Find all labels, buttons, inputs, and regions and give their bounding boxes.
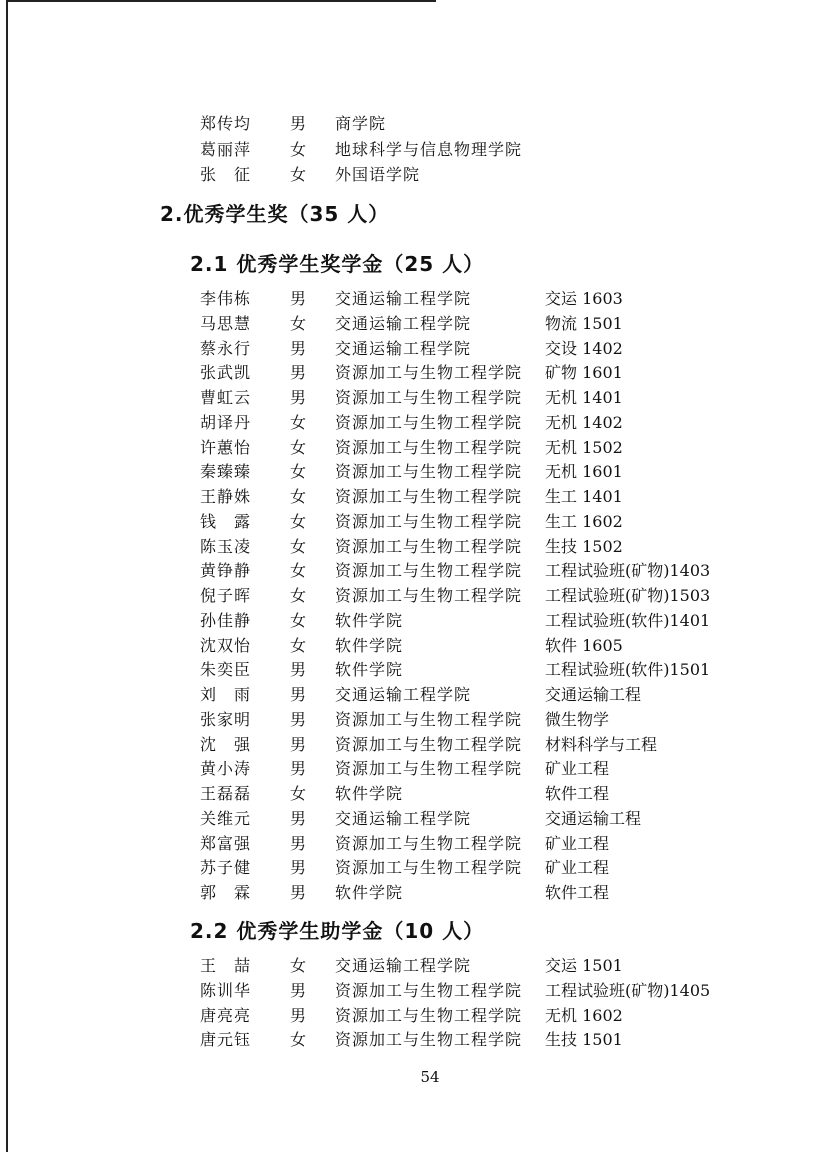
student-gender: 女: [290, 511, 307, 531]
student-name: 黄小涛: [200, 759, 252, 779]
student-name: 孙佳静: [200, 610, 252, 630]
student-gender: 男: [290, 338, 307, 358]
student-school: 软件学院: [335, 660, 404, 680]
student-school: 资源加工与生物工程学院: [335, 462, 523, 482]
student-name: 王静姝: [200, 487, 252, 506]
student-class: 矿物 1601: [545, 363, 623, 383]
student-school: 资源加工与生物工程学院: [335, 709, 523, 729]
student-name: 倪子晖: [200, 586, 252, 605]
student-school: 资源加工与生物工程学院: [335, 1005, 523, 1025]
student-name: 马思慧: [200, 313, 252, 333]
student-gender: 男: [290, 734, 307, 754]
student-gender: 男: [290, 1005, 307, 1025]
student-school: 资源加工与生物工程学院: [335, 980, 523, 1000]
student-class: 生工 1401: [545, 487, 623, 506]
student-school: 软件学院: [335, 784, 404, 803]
student-school: 资源加工与生物工程学院: [335, 561, 523, 581]
student-class: 交运 1603: [545, 289, 623, 308]
student-gender: 女: [290, 487, 307, 506]
student-gender: 女: [290, 1030, 307, 1050]
student-class: 微生物学: [545, 709, 610, 729]
student-name: 关维元: [200, 808, 252, 828]
student-school: 资源加工与生物工程学院: [335, 437, 523, 457]
student-school: 资源加工与生物工程学院: [335, 487, 523, 506]
student-name: 秦臻臻: [200, 462, 252, 482]
student-gender: 男: [290, 660, 307, 680]
student-class: 工程试验班(矿物)1405: [545, 980, 711, 1000]
section-2-heading: 2.优秀学生奖（35 人）: [160, 202, 390, 226]
student-name: 钱 露: [200, 511, 252, 531]
student-class: 工程试验班(软件)1501: [545, 660, 711, 680]
student-name: 许蕙怡: [200, 437, 252, 457]
student-class: 软件工程: [545, 784, 610, 803]
student-name: 曹虹云: [200, 388, 252, 407]
student-class: 矿业工程: [545, 759, 610, 779]
student-class: 物流 1501: [545, 313, 623, 333]
student-school: 交通运输工程学院: [335, 685, 472, 704]
student-class: 生工 1602: [545, 511, 623, 531]
student-name: 郑传均: [200, 114, 252, 133]
student-gender: 女: [290, 956, 307, 975]
student-name: 张家明: [200, 709, 252, 729]
section-2-2-heading: 2.2 优秀学生助学金（10 人）: [190, 919, 485, 943]
student-gender: 女: [290, 536, 307, 556]
student-gender: 男: [290, 388, 307, 407]
student-class: 生技 1502: [545, 536, 623, 556]
student-gender: 男: [290, 883, 307, 902]
student-name: 沈双怡: [200, 635, 252, 655]
student-class: 无机 1602: [545, 1005, 623, 1025]
student-name: 张武凯: [200, 363, 252, 383]
section-2-1-heading: 2.1 优秀学生奖学金（25 人）: [190, 252, 485, 276]
student-school: 交通运输工程学院: [335, 956, 472, 975]
student-class: 交设 1402: [545, 338, 623, 358]
student-school: 外国语学院: [335, 165, 421, 184]
student-gender: 女: [290, 610, 307, 630]
student-class: 软件工程: [545, 883, 610, 902]
student-school: 资源加工与生物工程学院: [335, 412, 523, 432]
student-gender: 男: [290, 289, 307, 308]
student-class: 工程试验班(软件)1401: [545, 610, 711, 630]
student-name: 苏子健: [200, 858, 252, 878]
student-gender: 男: [290, 808, 307, 828]
student-name: 陈训华: [200, 980, 252, 1000]
student-name: 唐亮亮: [200, 1005, 252, 1025]
student-class: 无机 1401: [545, 388, 623, 407]
student-name: 李伟栋: [200, 289, 252, 308]
student-school: 资源加工与生物工程学院: [335, 1030, 523, 1050]
student-gender: 男: [290, 114, 307, 133]
student-class: 无机 1402: [545, 412, 623, 432]
student-name: 郑富强: [200, 833, 252, 853]
student-school: 地球科学与信息物理学院: [335, 139, 523, 159]
student-class: 工程试验班(矿物)1503: [545, 586, 711, 605]
student-gender: 男: [290, 833, 307, 853]
student-school: 软件学院: [335, 635, 404, 655]
student-gender: 女: [290, 437, 307, 457]
student-gender: 女: [290, 139, 307, 159]
student-school: 资源加工与生物工程学院: [335, 759, 523, 779]
student-class: 工程试验班(矿物)1403: [545, 561, 711, 581]
student-school: 资源加工与生物工程学院: [335, 388, 523, 407]
student-class: 无机 1601: [545, 462, 623, 482]
student-name: 沈 强: [200, 734, 252, 754]
student-class: 交运 1501: [545, 956, 623, 975]
student-class: 矿业工程: [545, 833, 610, 853]
student-gender: 男: [290, 759, 307, 779]
student-class: 交通运输工程: [545, 808, 642, 828]
student-school: 资源加工与生物工程学院: [335, 363, 523, 383]
student-school: 资源加工与生物工程学院: [335, 586, 523, 605]
student-gender: 女: [290, 561, 307, 581]
student-gender: 女: [290, 313, 307, 333]
student-name: 胡译丹: [200, 412, 252, 432]
student-class: 矿业工程: [545, 858, 610, 878]
student-name: 蔡永行: [200, 338, 252, 358]
student-name: 唐元钰: [200, 1030, 252, 1050]
student-name: 张 征: [200, 165, 252, 184]
student-school: 资源加工与生物工程学院: [335, 511, 523, 531]
student-gender: 女: [290, 412, 307, 432]
student-name: 刘 雨: [200, 685, 252, 704]
student-class: 交通运输工程: [545, 685, 642, 704]
student-school: 交通运输工程学院: [335, 808, 472, 828]
student-school: 软件学院: [335, 883, 404, 902]
student-name: 陈玉凌: [200, 536, 252, 556]
page-top-line: [6, 0, 436, 2]
student-name: 郭 霖: [200, 883, 252, 902]
student-gender: 男: [290, 685, 307, 704]
student-gender: 男: [290, 363, 307, 383]
student-gender: 女: [290, 462, 307, 482]
student-name: 黄铮静: [200, 561, 252, 581]
page-edge-line: [6, 0, 8, 1152]
student-class: 生技 1501: [545, 1030, 623, 1050]
student-school: 资源加工与生物工程学院: [335, 858, 523, 878]
student-name: 朱奕臣: [200, 660, 252, 680]
page-number: 54: [420, 1068, 440, 1086]
student-class: 材料科学与工程: [545, 734, 658, 754]
student-gender: 男: [290, 709, 307, 729]
student-name: 王 喆: [200, 956, 252, 975]
student-gender: 男: [290, 858, 307, 878]
student-school: 交通运输工程学院: [335, 338, 472, 358]
student-school: 资源加工与生物工程学院: [335, 734, 523, 754]
student-gender: 女: [290, 165, 307, 184]
student-class: 软件 1605: [545, 635, 623, 655]
student-gender: 女: [290, 635, 307, 655]
student-school: 资源加工与生物工程学院: [335, 833, 523, 853]
student-school: 资源加工与生物工程学院: [335, 536, 523, 556]
student-name: 王磊磊: [200, 784, 252, 803]
student-school: 交通运输工程学院: [335, 289, 472, 308]
student-class: 无机 1502: [545, 437, 623, 457]
student-school: 商学院: [335, 114, 387, 133]
student-school: 交通运输工程学院: [335, 313, 472, 333]
student-gender: 男: [290, 980, 307, 1000]
student-gender: 女: [290, 586, 307, 605]
student-school: 软件学院: [335, 610, 404, 630]
student-gender: 女: [290, 784, 307, 803]
student-name: 葛丽萍: [200, 139, 252, 159]
